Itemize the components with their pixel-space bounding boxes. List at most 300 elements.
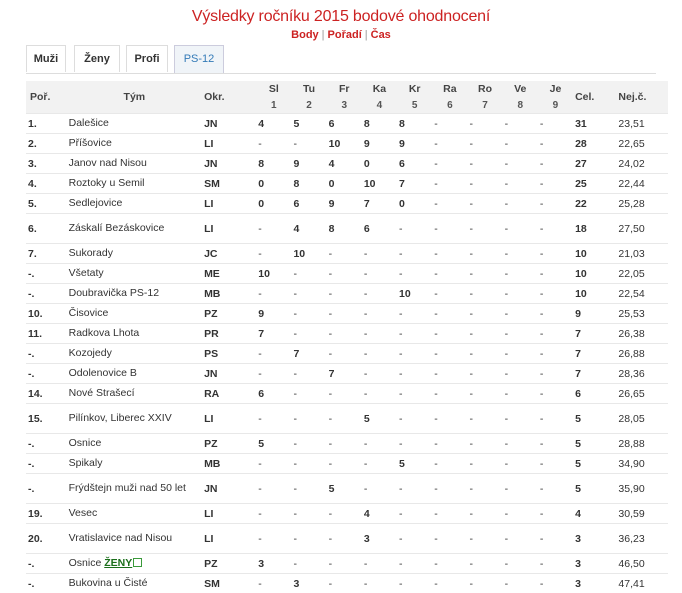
team-name: Roztoky u Semil <box>69 177 145 189</box>
results-body <box>26 114 668 593</box>
cell-rank: 6. <box>26 214 67 244</box>
cell-rank: 14. <box>26 384 67 404</box>
team-name: Dalešice <box>69 117 109 129</box>
cell-best-time: 47,41 <box>616 574 668 593</box>
cell-best-time: 28,36 <box>616 364 668 384</box>
team-name: Osnice <box>69 437 102 449</box>
cell-total: 5 <box>573 434 616 454</box>
cell-round-score: 0 <box>397 194 432 214</box>
cell-district: SM <box>202 574 256 593</box>
cell-round-score: 8 <box>327 214 362 244</box>
cell-district: JN <box>202 114 256 134</box>
cell-round-score: 7 <box>291 344 326 364</box>
cell-round-score: - <box>362 574 397 593</box>
link-poradi[interactable]: Pořadí <box>328 29 362 41</box>
col-header-round-num: 4 <box>362 97 397 114</box>
cell-round-score: - <box>503 214 538 244</box>
cell-round-score: - <box>503 304 538 324</box>
col-header-round-num: 5 <box>397 97 432 114</box>
col-header-okr[interactable]: Okr. <box>202 81 256 114</box>
cell-round-score: - <box>538 174 573 194</box>
cell-round-score: - <box>291 284 326 304</box>
cell-round-score: - <box>538 264 573 284</box>
tab-ps-12[interactable]: PS-12 <box>174 45 224 73</box>
cell-round-score: - <box>256 474 291 504</box>
team-name: Spikaly <box>69 457 103 469</box>
cell-round-score: - <box>327 304 362 324</box>
cell-round-score: - <box>467 364 502 384</box>
cell-total: 22 <box>573 194 616 214</box>
table-row <box>26 384 668 404</box>
col-header-round-abbr[interactable]: Ra <box>432 81 467 97</box>
cell-round-score: - <box>503 574 538 593</box>
tab-zeny[interactable]: Ženy <box>74 45 120 72</box>
cell-round-score: 10 <box>397 284 432 304</box>
cell-round-score: - <box>467 264 502 284</box>
team-name: Nové Strašecí <box>69 387 135 399</box>
cell-district: SM <box>202 174 256 194</box>
cell-round-score: - <box>327 384 362 404</box>
cell-district: LI <box>202 194 256 214</box>
cell-round-score: - <box>503 524 538 554</box>
cell-round-score: - <box>362 384 397 404</box>
cell-round-score: 5 <box>362 404 397 434</box>
cell-total: 9 <box>573 304 616 324</box>
cell-round-score: - <box>256 134 291 154</box>
cell-round-score: 5 <box>291 114 326 134</box>
cell-best-time: 36,23 <box>616 524 668 554</box>
cell-round-score: - <box>432 384 467 404</box>
cell-round-score: 4 <box>256 114 291 134</box>
cell-round-score: 7 <box>397 174 432 194</box>
cell-round-score: - <box>432 474 467 504</box>
cell-total: 25 <box>573 174 616 194</box>
cell-round-score: - <box>327 344 362 364</box>
cell-round-score: - <box>432 504 467 524</box>
cell-round-score: 4 <box>362 504 397 524</box>
cell-round-score: - <box>362 344 397 364</box>
cell-round-score: - <box>362 284 397 304</box>
cell-team <box>67 134 202 154</box>
cell-best-time: 22,05 <box>616 264 668 284</box>
col-header-nej[interactable]: Nej.č. <box>616 81 668 114</box>
table-row <box>26 404 668 434</box>
cell-round-score: - <box>397 324 432 344</box>
cell-round-score: - <box>503 194 538 214</box>
cell-rank: -. <box>26 434 67 454</box>
table-row <box>26 154 668 174</box>
cell-district: PR <box>202 324 256 344</box>
cell-round-score: - <box>362 474 397 504</box>
cell-team <box>67 194 202 214</box>
cell-district: LI <box>202 504 256 524</box>
cell-round-score: - <box>327 404 362 434</box>
cell-round-score: - <box>467 474 502 504</box>
cell-round-score: - <box>432 174 467 194</box>
cell-round-score: - <box>432 264 467 284</box>
cell-round-score: - <box>327 434 362 454</box>
cell-round-score: 5 <box>327 474 362 504</box>
cell-team <box>67 244 202 264</box>
tab-profi[interactable]: Profi <box>126 45 168 72</box>
cell-round-score: - <box>538 114 573 134</box>
cell-round-score: 3 <box>291 574 326 593</box>
table-row <box>26 344 668 364</box>
cell-round-score: - <box>503 344 538 364</box>
cell-team <box>67 434 202 454</box>
cell-round-score: - <box>538 304 573 324</box>
team-name: Záskalí Bezáskovice <box>69 222 165 234</box>
cell-total: 3 <box>573 574 616 593</box>
cell-team <box>67 344 202 364</box>
cell-round-score: - <box>291 134 326 154</box>
view-links <box>0 29 682 41</box>
col-header-round-abbr[interactable]: Ve <box>503 81 538 97</box>
cell-round-score: - <box>397 554 432 574</box>
cell-round-score: - <box>467 304 502 324</box>
cell-round-score: 10 <box>327 134 362 154</box>
cell-round-score: - <box>432 114 467 134</box>
table-row <box>26 504 668 524</box>
col-header-round-num: 6 <box>432 97 467 114</box>
cell-round-score: - <box>362 364 397 384</box>
cell-round-score: 0 <box>256 174 291 194</box>
cell-round-score: - <box>538 324 573 344</box>
cell-team <box>67 454 202 474</box>
cell-round-score: - <box>467 194 502 214</box>
cell-total: 6 <box>573 384 616 404</box>
cell-round-score: - <box>432 214 467 244</box>
external-link-icon[interactable] <box>133 558 142 567</box>
cell-round-score: - <box>503 324 538 344</box>
cell-district: PZ <box>202 304 256 324</box>
cell-rank: 7. <box>26 244 67 264</box>
cell-round-score: - <box>397 304 432 324</box>
cell-round-score: 4 <box>327 154 362 174</box>
cell-best-time: 30,59 <box>616 504 668 524</box>
cell-rank: -. <box>26 264 67 284</box>
cell-best-time: 22,44 <box>616 174 668 194</box>
cell-round-score: - <box>256 344 291 364</box>
cell-round-score: - <box>432 194 467 214</box>
cell-team <box>67 114 202 134</box>
cell-total: 10 <box>573 284 616 304</box>
cell-round-score: - <box>327 504 362 524</box>
cell-round-score: - <box>432 134 467 154</box>
cell-team <box>67 304 202 324</box>
cell-round-score: - <box>467 324 502 344</box>
cell-round-score: - <box>467 574 502 593</box>
col-header-round-abbr[interactable]: Fr <box>327 81 362 97</box>
cell-rank: 2. <box>26 134 67 154</box>
cell-round-score: - <box>291 364 326 384</box>
cell-round-score: - <box>503 434 538 454</box>
cell-round-score: - <box>397 474 432 504</box>
table-row <box>26 574 668 593</box>
cell-team <box>67 154 202 174</box>
cell-total: 4 <box>573 504 616 524</box>
cell-rank: 15. <box>26 404 67 434</box>
cell-round-score: - <box>503 504 538 524</box>
cell-round-score: - <box>291 324 326 344</box>
cell-round-score: 9 <box>397 134 432 154</box>
cell-total: 5 <box>573 404 616 434</box>
cell-round-score: - <box>432 324 467 344</box>
cell-round-score: - <box>467 154 502 174</box>
cell-round-score: 4 <box>291 214 326 244</box>
cell-round-score: 7 <box>327 364 362 384</box>
col-header-por[interactable]: Poř. <box>26 81 67 114</box>
cell-total: 3 <box>573 524 616 554</box>
cell-round-score: - <box>503 264 538 284</box>
cell-round-score: - <box>467 384 502 404</box>
col-header-cel[interactable]: Cel. <box>573 81 616 114</box>
cell-rank: 4. <box>26 174 67 194</box>
cell-best-time: 23,51 <box>616 114 668 134</box>
cell-round-score: 8 <box>256 154 291 174</box>
cell-round-score: - <box>256 364 291 384</box>
cell-best-time: 27,50 <box>616 214 668 244</box>
cell-rank: 1. <box>26 114 67 134</box>
team-name: Čisovice <box>69 307 109 319</box>
link-separator: | <box>365 29 368 41</box>
cell-round-score: - <box>538 474 573 504</box>
cell-round-score: - <box>256 504 291 524</box>
cell-total: 7 <box>573 364 616 384</box>
team-name: Všetaty <box>69 267 104 279</box>
cell-round-score: - <box>467 174 502 194</box>
cell-round-score: - <box>432 344 467 364</box>
cell-round-score: - <box>503 474 538 504</box>
cell-round-score: 9 <box>327 194 362 214</box>
col-header-round-num: 2 <box>291 97 326 114</box>
cell-team <box>67 264 202 284</box>
cell-district: RA <box>202 384 256 404</box>
cell-round-score: - <box>327 324 362 344</box>
cell-team <box>67 284 202 304</box>
cell-rank: 19. <box>26 504 67 524</box>
cell-district: LI <box>202 404 256 434</box>
cell-team <box>67 524 202 554</box>
link-body[interactable]: Body <box>291 29 319 41</box>
cell-rank: 3. <box>26 154 67 174</box>
cell-round-score: - <box>467 504 502 524</box>
cell-best-time: 22,65 <box>616 134 668 154</box>
cell-best-time: 26,65 <box>616 384 668 404</box>
cell-best-time: 22,54 <box>616 284 668 304</box>
cell-round-score: - <box>397 404 432 434</box>
cell-round-score: - <box>291 454 326 474</box>
cell-total: 5 <box>573 474 616 504</box>
cell-best-time: 24,02 <box>616 154 668 174</box>
cell-round-score: - <box>503 134 538 154</box>
cell-team <box>67 474 202 504</box>
cell-round-score: - <box>467 114 502 134</box>
col-header-round-abbr[interactable]: Je <box>538 81 573 97</box>
results-table <box>26 81 668 593</box>
cell-district: MB <box>202 454 256 474</box>
cell-rank: 11. <box>26 324 67 344</box>
cell-round-score: - <box>256 524 291 554</box>
cell-round-score: 0 <box>362 154 397 174</box>
cell-round-score: - <box>397 504 432 524</box>
cell-team <box>67 554 202 574</box>
cell-round-score: - <box>538 344 573 364</box>
cell-rank: 20. <box>26 524 67 554</box>
cell-round-score: 9 <box>256 304 291 324</box>
cell-best-time: 26,88 <box>616 344 668 364</box>
cell-round-score: - <box>362 304 397 324</box>
cell-round-score: - <box>503 364 538 384</box>
cell-round-score: - <box>256 284 291 304</box>
cell-round-score: 7 <box>256 324 291 344</box>
cell-round-score: 0 <box>327 174 362 194</box>
cell-total: 10 <box>573 244 616 264</box>
col-header-round-abbr[interactable]: Ro <box>467 81 502 97</box>
cell-round-score: - <box>503 404 538 434</box>
cell-round-score: - <box>503 284 538 304</box>
cell-round-score: - <box>538 244 573 264</box>
col-header-round-num: 1 <box>256 97 291 114</box>
table-row <box>26 174 668 194</box>
table-row <box>26 114 668 134</box>
col-header-round-abbr[interactable]: Ka <box>362 81 397 97</box>
col-header-round-num: 8 <box>503 97 538 114</box>
cell-team <box>67 384 202 404</box>
cell-district: MB <box>202 284 256 304</box>
cell-best-time: 35,90 <box>616 474 668 504</box>
table-row <box>26 304 668 324</box>
team-name: Osnice <box>69 557 102 569</box>
cell-rank: 10. <box>26 304 67 324</box>
cell-round-score: 10 <box>362 174 397 194</box>
cell-round-score: - <box>538 554 573 574</box>
cell-round-score: - <box>432 524 467 554</box>
cell-best-time: 34,90 <box>616 454 668 474</box>
cell-district: JC <box>202 244 256 264</box>
cell-round-score: - <box>467 524 502 554</box>
table-row <box>26 134 668 154</box>
cell-district: LI <box>202 524 256 554</box>
team-name: Vratislavice nad Nisou <box>69 532 173 544</box>
cell-round-score: 9 <box>291 154 326 174</box>
table-row <box>26 244 668 264</box>
cell-team <box>67 174 202 194</box>
cell-total: 27 <box>573 154 616 174</box>
col-header-round-abbr[interactable]: Sl <box>256 81 291 97</box>
team-name: Odolenovice B <box>69 367 137 379</box>
col-header-round-abbr[interactable]: Kr <box>397 81 432 97</box>
cell-rank: -. <box>26 554 67 574</box>
cell-round-score: - <box>432 434 467 454</box>
cell-round-score: - <box>432 304 467 324</box>
cell-total: 3 <box>573 554 616 574</box>
cell-round-score: - <box>291 554 326 574</box>
cell-rank: -. <box>26 344 67 364</box>
cell-round-score: - <box>432 284 467 304</box>
cell-round-score: - <box>291 384 326 404</box>
cell-best-time: 28,88 <box>616 434 668 454</box>
cell-round-score: - <box>327 264 362 284</box>
cell-round-score: - <box>327 284 362 304</box>
cell-round-score: - <box>538 574 573 593</box>
col-header-tym[interactable]: Tým <box>67 81 202 114</box>
table-row <box>26 474 668 504</box>
cell-round-score: - <box>397 434 432 454</box>
cell-round-score: - <box>256 574 291 593</box>
table-row <box>26 214 668 244</box>
tab-muzi[interactable]: Muži <box>26 45 66 72</box>
cell-rank: -. <box>26 364 67 384</box>
cell-team <box>67 324 202 344</box>
cell-total: 7 <box>573 344 616 364</box>
cell-round-score: - <box>538 384 573 404</box>
cell-round-score: - <box>397 364 432 384</box>
cell-round-score: - <box>467 554 502 574</box>
cell-round-score: - <box>432 404 467 434</box>
cell-round-score: - <box>327 554 362 574</box>
cell-round-score: - <box>397 524 432 554</box>
team-name: Doubravička PS-12 <box>69 287 159 299</box>
link-cas[interactable]: Čas <box>371 29 391 41</box>
cell-round-score: - <box>467 244 502 264</box>
table-row <box>26 434 668 454</box>
cell-round-score: - <box>503 174 538 194</box>
cell-total: 10 <box>573 264 616 284</box>
cell-round-score: - <box>538 404 573 434</box>
cell-round-score: 0 <box>256 194 291 214</box>
cell-round-score: - <box>291 474 326 504</box>
cell-best-time: 26,38 <box>616 324 668 344</box>
cell-round-score: 10 <box>256 264 291 284</box>
table-row <box>26 264 668 284</box>
cell-district: JN <box>202 154 256 174</box>
cell-team <box>67 504 202 524</box>
cell-round-score: - <box>538 214 573 244</box>
cell-round-score: - <box>538 364 573 384</box>
cell-round-score: - <box>327 574 362 593</box>
cell-round-score: - <box>467 434 502 454</box>
cell-round-score: - <box>503 154 538 174</box>
cell-round-score: - <box>327 524 362 554</box>
table-row <box>26 194 668 214</box>
cell-round-score: - <box>538 284 573 304</box>
cell-rank: 5. <box>26 194 67 214</box>
cell-round-score: - <box>503 244 538 264</box>
cell-round-score: - <box>432 574 467 593</box>
cell-rank: -. <box>26 574 67 593</box>
cell-round-score: 6 <box>291 194 326 214</box>
cell-round-score: - <box>432 554 467 574</box>
cell-round-score: - <box>538 524 573 554</box>
cell-round-score: 8 <box>362 114 397 134</box>
team-name: Janov nad Nisou <box>69 157 147 169</box>
team-category-link[interactable]: ŽENY <box>104 557 132 569</box>
cell-round-score: 3 <box>362 524 397 554</box>
team-name: Vesec <box>69 507 98 519</box>
cell-team <box>67 364 202 384</box>
cell-round-score: - <box>538 154 573 174</box>
cell-round-score: 6 <box>397 154 432 174</box>
cell-total: 18 <box>573 214 616 244</box>
team-name: Pilínkov, Liberec XXIV <box>69 412 172 424</box>
cell-round-score: - <box>327 454 362 474</box>
cell-round-score: - <box>538 454 573 474</box>
table-row <box>26 524 668 554</box>
col-header-round-abbr[interactable]: Tu <box>291 81 326 97</box>
cell-best-time: 21,03 <box>616 244 668 264</box>
cell-round-score: - <box>397 214 432 244</box>
